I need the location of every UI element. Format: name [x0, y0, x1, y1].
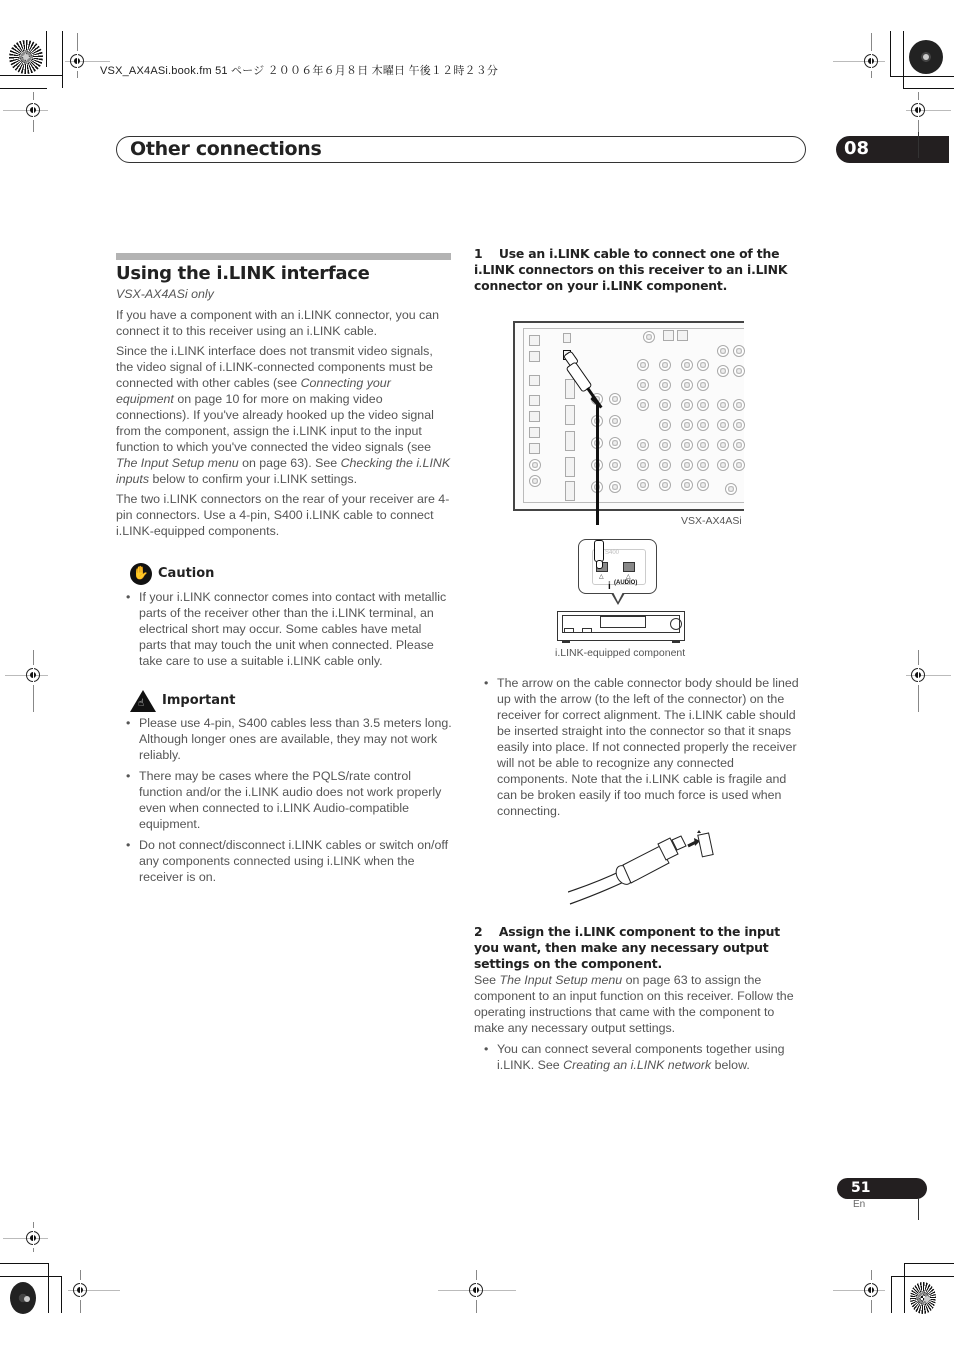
rca-jack [697, 419, 709, 431]
step-text: Use an i.LINK cable to connect one of the i.LINK connectors on this receiver to an i.LINK connector on your i.LINK component. [474, 246, 788, 293]
hdmi-port [565, 481, 575, 501]
rca-jack [717, 459, 729, 471]
antenna-jack [643, 331, 655, 343]
rca-jack [659, 419, 671, 431]
step-2 [474, 924, 808, 972]
rca-jack [733, 419, 745, 431]
registration-mark [73, 1283, 87, 1297]
ilink-port [623, 562, 635, 572]
rca-jack [681, 479, 693, 491]
step-1 [474, 246, 808, 294]
svideo-jack [637, 459, 649, 471]
s400-label: S400 [605, 550, 620, 556]
rca-jack [717, 365, 729, 377]
step-2-body [474, 972, 808, 1078]
antenna-terminal [677, 330, 688, 341]
svideo-jack [637, 479, 649, 491]
note-list [474, 675, 808, 819]
ilink-logo-icon: i [608, 581, 611, 592]
text: below. [711, 1058, 750, 1072]
step-number: 1 [474, 246, 483, 261]
power-button [564, 628, 574, 633]
receiver-rear-panel-diagram [513, 321, 744, 511]
hdmi-port [565, 379, 575, 399]
crop-mark [0, 1263, 49, 1264]
volume-knob [670, 618, 682, 630]
step-1-note [474, 675, 808, 824]
rca-jack [659, 399, 671, 411]
optical-port [529, 427, 540, 438]
rca-jack [681, 439, 693, 451]
crop-mark [891, 1276, 954, 1277]
button [582, 628, 592, 633]
optical-port [529, 335, 540, 346]
text: on page 10 for more on making video connections). If you've already hooked up the video signal from the component, assign the i.LINK input to the input function to which you've connected the video signals (see [116, 392, 434, 454]
crop-mark [904, 1263, 954, 1264]
section-subtitle: VSX-AX4ASi only [116, 287, 214, 301]
paragraph: The two i.LINK connectors on the rear of your receiver are 4-pin connectors. Use a 4-pin, S400 i.LINK cable to connect i.LINK-equipped components. [116, 492, 450, 538]
alignment-arrow-icon: △ [599, 574, 604, 580]
cross-reference: The Input Setup menu [499, 973, 623, 987]
rca-jack [717, 345, 729, 357]
rca-jack [681, 359, 693, 371]
cross-reference: Creating an i.LINK network [563, 1058, 712, 1072]
optical-port [529, 375, 540, 386]
step-text: Assign the i.LINK component to the input you want, then make any necessary output settings on the component. [474, 924, 781, 971]
paragraph: If you have a component with an i.LINK connector, you can connect it to this receiver using an i.LINK cable. [116, 308, 440, 338]
coax-jack [529, 475, 541, 487]
ilink-equipped-component-drawing [557, 611, 685, 641]
callout-pointer [613, 592, 623, 602]
rca-jack [609, 393, 621, 405]
crop-mark [0, 75, 63, 76]
antenna-terminal [663, 330, 674, 341]
component-foot [562, 640, 570, 643]
registration-starburst-bottom-left [10, 1282, 36, 1314]
cross-reference: The Input Setup menu [116, 456, 239, 470]
rca-jack [697, 479, 709, 491]
crop-mark [904, 1263, 905, 1313]
paragraph [474, 972, 808, 1036]
crop-mark [890, 76, 954, 77]
registration-mark [26, 103, 40, 117]
registration-mark [26, 668, 40, 682]
display-window [600, 616, 646, 628]
left-column [116, 286, 452, 890]
rca-jack [609, 437, 621, 449]
registration-mark [864, 54, 878, 68]
rca-jack [609, 459, 621, 471]
text: on page 63 to assign the component to an input function on this receiver. Follow the operating instructions that came with the component to make any necessary output settings. [474, 973, 794, 1035]
caution-list [116, 589, 452, 669]
crop-mark [890, 31, 891, 77]
text: on page 63). See [238, 456, 341, 470]
rca-jack [697, 399, 709, 411]
important-list [116, 715, 452, 885]
alignment-arrow-icon: △ [626, 574, 631, 580]
rca-jack [681, 399, 693, 411]
optical-port [529, 351, 540, 362]
paragraph [116, 343, 452, 487]
important-item: • There may be cases where the PQLS/rate control function and/or the i.LINK audio does not work properly even when connected to i.LINK Audio-compatible equipment. [139, 768, 452, 832]
note-list [474, 1041, 808, 1073]
rca-jack [659, 439, 671, 451]
rca-jack [697, 379, 709, 391]
registration-mark [70, 54, 84, 68]
registration-mark [26, 1231, 40, 1245]
rca-jack [681, 379, 693, 391]
registration-starburst-bottom-right [910, 1282, 936, 1314]
language-code: En [853, 1199, 866, 1210]
rca-jack [697, 439, 709, 451]
rca-jack [697, 359, 709, 371]
chapter-number: 08 [844, 138, 870, 159]
ilink-cable-body [594, 540, 604, 562]
audio-label: (AUDIO) [614, 580, 638, 586]
note-item: • The arrow on the cable connector body should be lined up with the arrow (to the left of the connector) on the receiver for correct alignment. The i.LINK cable should be inserted straight into the connector so that it snaps easily into place. If not connected properly the receiver will not be able to recognize any connected components. Note that the i.LINK cable is fragile and can be broken easily if too much force is used when connecting. [497, 675, 808, 819]
important-warning-icon: ☝ [130, 690, 156, 712]
rca-jack [659, 479, 671, 491]
registration-mark [864, 1283, 878, 1297]
crop-hairline [918, 1198, 919, 1220]
registration-starburst-top-right [909, 40, 943, 74]
component-foot [672, 640, 680, 643]
page-header-title: Other connections [130, 138, 322, 160]
svideo-jack [637, 399, 649, 411]
print-info: VSX_AX4ASi.book.fm 51 ページ ２００６年６月８日 木曜日 午後１２時２３分 [100, 65, 499, 77]
text: below to confirm your i.LINK settings. [149, 472, 358, 486]
rca-jack [733, 345, 745, 357]
panel-frame [523, 328, 744, 503]
rca-jack [717, 419, 729, 431]
section-title: Using the i.LINK interface [116, 263, 370, 284]
ilink-cable [596, 405, 599, 525]
crop-mark [62, 31, 63, 88]
crop-hairline [918, 132, 919, 158]
receiver-model-label: VSX-AX4ASi [681, 515, 742, 527]
important-heading [130, 690, 452, 712]
rca-jack [733, 439, 745, 451]
step-number: 2 [474, 924, 483, 939]
hdmi-port [565, 457, 575, 477]
crop-mark [61, 1276, 62, 1313]
rca-jack [717, 399, 729, 411]
cross-reference: Checking the i.LINK inputs [116, 456, 451, 486]
note-item [497, 1041, 808, 1073]
registration-mark [911, 103, 925, 117]
registration-starburst-top-left [9, 40, 43, 74]
rca-jack [659, 459, 671, 471]
important-label: Important [162, 693, 236, 708]
rca-jack [733, 399, 745, 411]
text: You can connect several components together using i.LINK. See [497, 1042, 785, 1072]
optical-port [529, 411, 540, 422]
ilink-port [563, 333, 571, 343]
optical-port [529, 443, 540, 454]
svideo-jack [637, 359, 649, 371]
text: See [474, 973, 500, 987]
crop-mark [0, 1276, 62, 1277]
important-item: • Please use 4-pin, S400 cables less than 3.5 meters long. Although longer ones are available, they may not work reliably. [139, 715, 452, 763]
rca-jack [681, 459, 693, 471]
coax-jack [529, 459, 541, 471]
rca-jack [733, 365, 745, 377]
text: Since the i.LINK interface does not transmit video signals, the video signal of i.LINK-connected components must be connected with other cables (see [116, 344, 433, 390]
caution-item: • If your i.LINK connector comes into contact with metallic parts of the receiver other than the i.LINK terminal, an electrical short may occur. Some cables have metal parts that may touch the unit when connected. Please take care to use a suitable i.LINK cable only. [139, 589, 452, 669]
component-label: i.LINK-equipped component [555, 647, 686, 659]
component-port-callout [578, 539, 657, 594]
crop-mark [48, 1263, 49, 1313]
registration-mark [911, 668, 925, 682]
page-number: 51 [851, 1180, 871, 1196]
crop-mark [891, 1276, 892, 1313]
caution-label: Caution [158, 566, 215, 581]
rca-jack [697, 459, 709, 471]
caution-heading [130, 563, 452, 585]
control-jack [725, 483, 737, 495]
svideo-jack [637, 379, 649, 391]
rca-jack [659, 379, 671, 391]
crop-mark [903, 31, 904, 89]
optical-port [529, 395, 540, 406]
registration-mark [469, 1283, 483, 1297]
crop-mark [903, 88, 954, 89]
svideo-jack [637, 439, 649, 451]
cable-insertion-diagram [568, 830, 718, 910]
crop-mark [0, 88, 47, 89]
ilink-cable-plug [596, 560, 603, 569]
important-item: • Do not connect/disconnect i.LINK cables or switch on/off any components connected using i.LINK when the receiver is on. [139, 837, 452, 885]
rca-jack [733, 459, 745, 471]
rca-jack [659, 359, 671, 371]
rca-jack [609, 481, 621, 493]
rca-jack [681, 419, 693, 431]
rca-jack [609, 415, 621, 427]
cross-reference: Connecting your equipment [116, 376, 391, 406]
hdmi-port [565, 405, 575, 425]
hdmi-port [565, 431, 575, 451]
crop-mark [46, 31, 47, 67]
caution-hand-icon: ✋ [130, 563, 152, 585]
rca-jack [717, 439, 729, 451]
section-rule [116, 253, 451, 260]
